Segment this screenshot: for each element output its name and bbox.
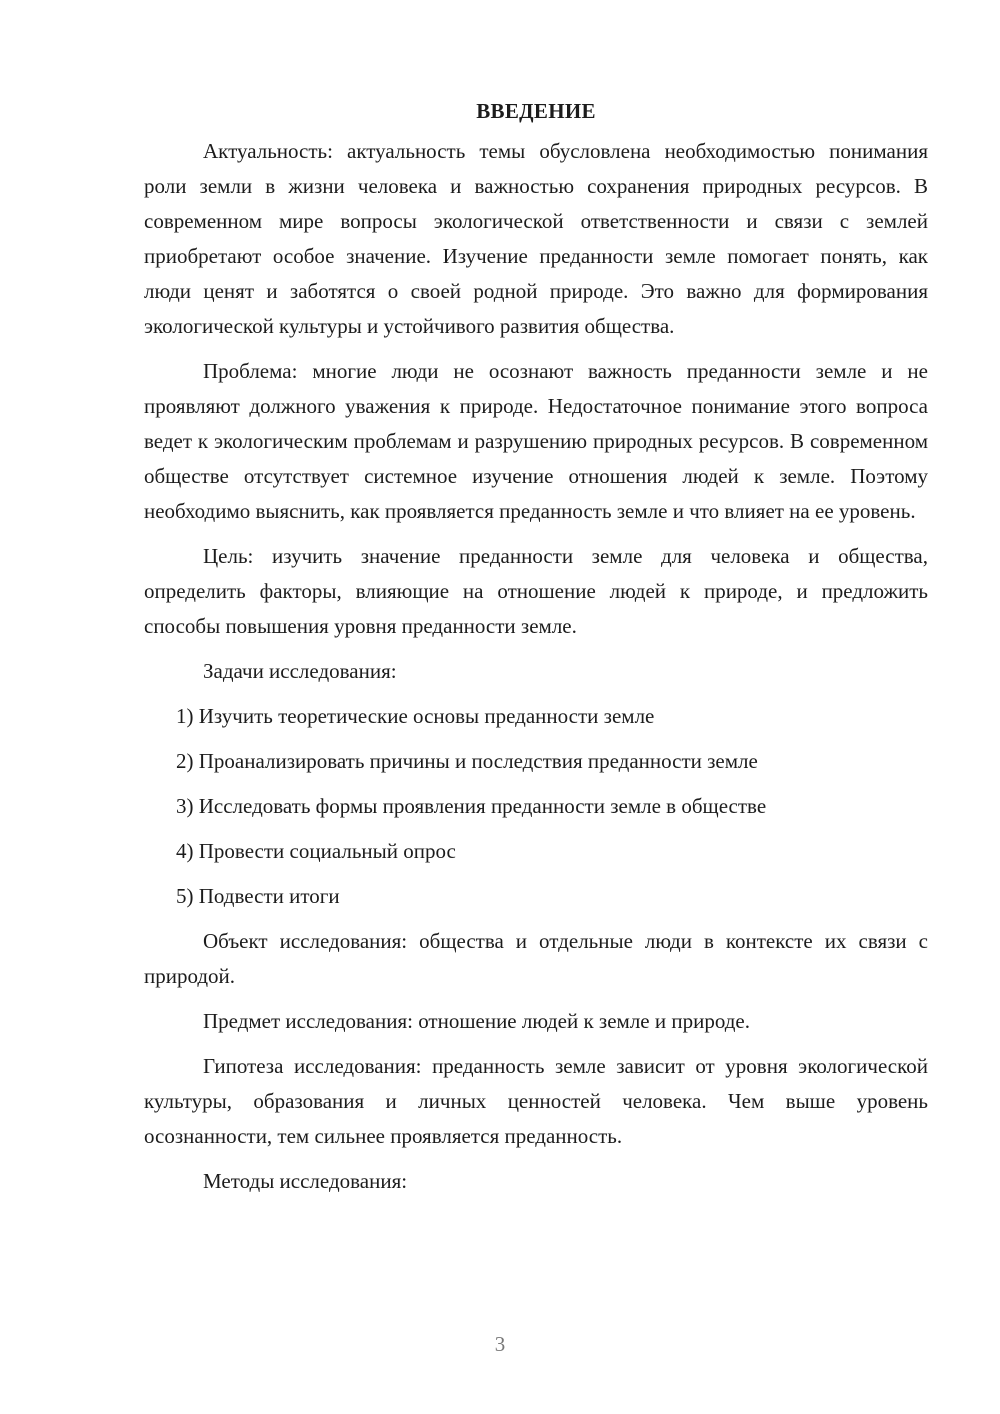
page-number: 3 [494, 1332, 506, 1356]
tasks-list [144, 699, 928, 914]
list-item: 2) Проанализировать причины и последствия преданности земле [176, 749, 758, 773]
goal-paragraph: Цель: изучить значение преданности земле для человека и общества, определить факторы, влияющие на отношение людей к природе, и предложить способы повышения уровня преданности земле. [144, 544, 928, 638]
tasks-heading: Задачи исследования: [203, 659, 397, 683]
hypothesis-paragraph: Гипотеза исследования: преданность земле зависит от уровня экологической культуры, образования и личных ценностей человека. Чем выше уровень осознанности, тем сильнее проявляется преданность. [144, 1054, 928, 1148]
list-item: 5) Подвести итоги [176, 884, 340, 908]
relevance-paragraph: Актуальность: актуальность темы обусловлена необходимостью понимания роли земли в жизни человека и важностью сохранения природных ресурсов. В современном мире вопросы экологической ответственности и связи с землей приобретают особое значение. Изучение преданности земле помогает понять, как люди ценят и заботятся о своей родной природе. Это важно для формирования экологической культуры и устойчивого развития общества. [144, 139, 928, 338]
object-paragraph: Объект исследования: общества и отдельные люди в контексте их связи с природой. [144, 929, 928, 988]
page-content [144, 96, 928, 1209]
subject-paragraph: Предмет исследования: отношение людей к земле и природе. [203, 1009, 750, 1033]
problem-paragraph: Проблема: многие люди не осознают важность преданности земле и не проявляют должного уважения к природе. Недостаточное понимание этого вопроса ведет к экологическим проблемам и разрушению природных ресурсов. В современном обществе отсутствует системное изучение отношения людей к земле. Поэтому необходимо выяснить, как проявляется преданность земле и что влияет на ее уровень. [144, 359, 928, 523]
methods-heading: Методы исследования: [203, 1169, 408, 1193]
section-title: ВВЕДЕНИЕ [476, 99, 596, 123]
list-item: 3) Исследовать формы проявления преданности земле в обществе [176, 794, 767, 818]
list-item: 1) Изучить теоретические основы преданности земле [176, 704, 655, 728]
list-item: 4) Провести социальный опрос [176, 839, 456, 863]
